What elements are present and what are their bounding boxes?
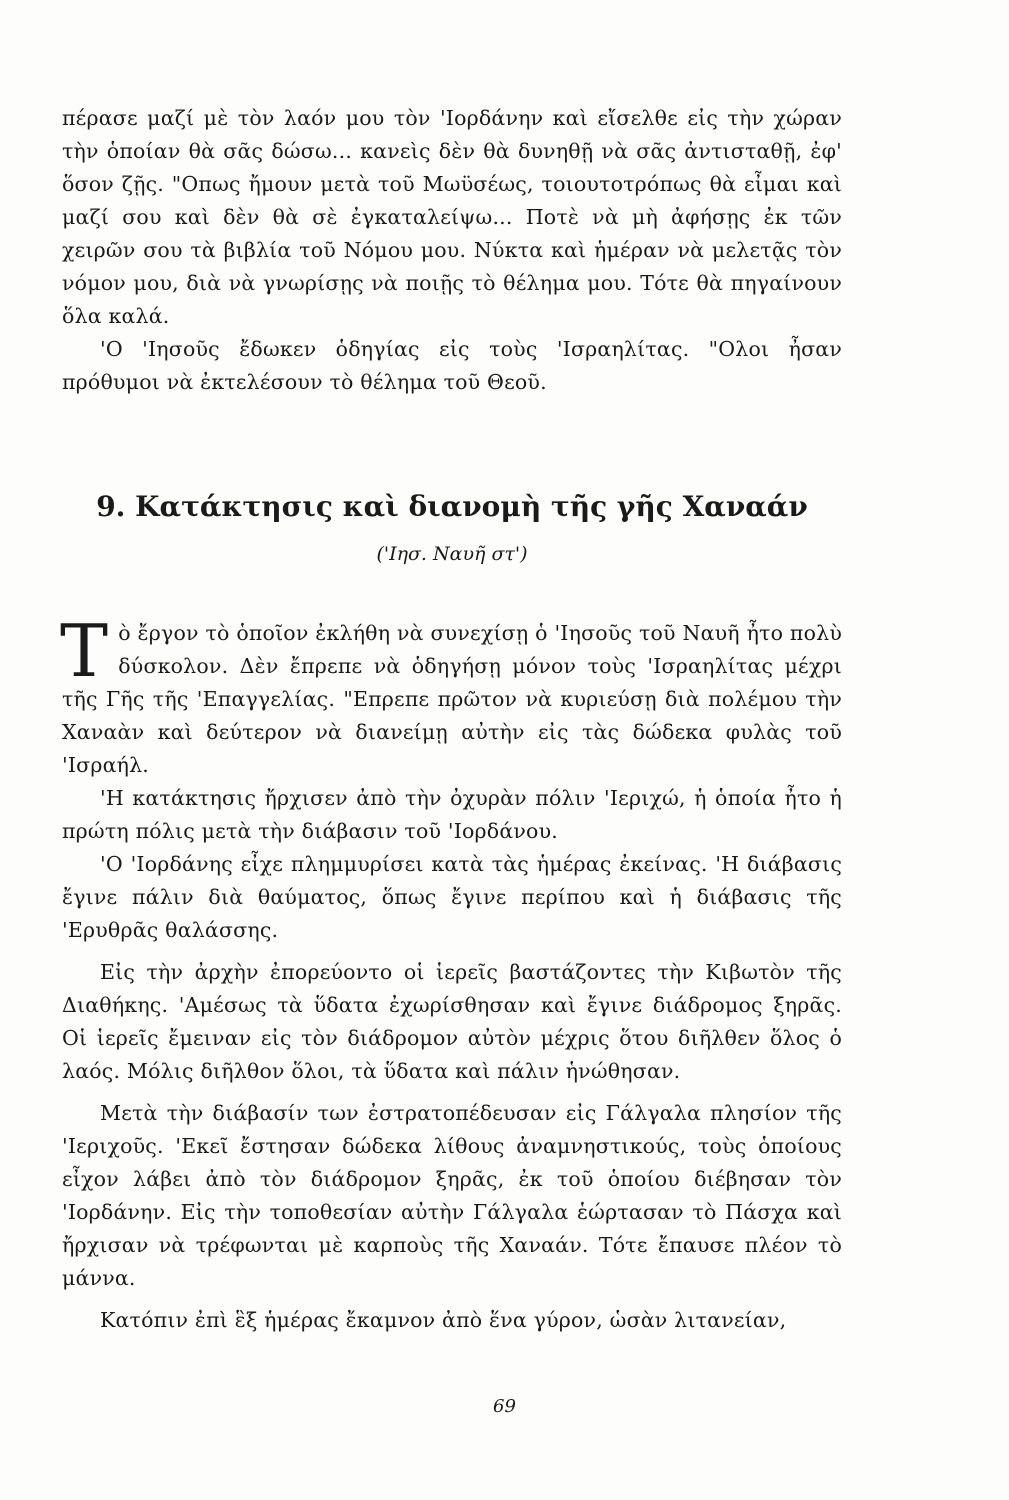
section-reference: ('Ιησ. Ναυῆ στ') <box>376 543 528 565</box>
paragraph: 'Ο 'Ιορδάνης εἶχε πλημμυρίσει κατὰ τὰς ἡμέρας ἐκείνας. 'Η διάβασις ἔγινε πάλιν διὰ θαύματος, ὅπως ἔγινε περίπου καὶ ἡ διάβασις τῆς 'Ερυθρᾶς θαλάσσης. <box>62 852 842 942</box>
paragraph: 'Ο 'Ιησοῦς ἔδωκεν ὁδηγίας εἰς τοὺς 'Ισραηλίτας. "Ολοι ἦσαν πρόθυμοι νὰ ἐκτελέσουν τὸ θέλημα τοῦ Θεοῦ. <box>62 337 842 394</box>
paragraph: πέρασε μαζί μὲ τὸν λαόν μου τὸν 'Ιορδάνην καὶ εἴσελθε εἰς τὴν χώραν τὴν ὁποίαν θὰ σᾶς δώσω... κανεὶς δὲν θὰ δυνηθῇ νὰ σᾶς ἀντισταθῇ, ἐφ' ὅσον ζῇς. "Οπως ἤμουν μετὰ τοῦ Μωϋσέως, τοιουτοτρόπως θὰ εἶμαι καὶ μαζί σου καὶ δὲν θὰ σὲ ἐγκαταλείψω... Ποτὲ νὰ μὴ ἀφήσῃς ἐκ τῶν χειρῶν σου τὰ βιβλία τοῦ Νόμου μου. Νύκτα καὶ ἡμέραν νὰ μελετᾷς τὸν νόμον μου, διὰ νὰ γνωρίσῃς νὰ ποιῇς τὸ θέλημα μου. Τότε θὰ πηγαίνουν ὅλα καλά. <box>62 106 842 328</box>
continued-text <box>62 102 842 399</box>
section-heading: 9. Κατάκτησις καὶ διανομὴ τῆς γῆς Χαναάν <box>96 490 808 523</box>
opening-paragraph-text: ὸ ἔργον τὸ ὁποῖον ἐκλήθη νὰ συνεχίσῃ ὁ 'Ιησοῦς τοῦ Ναυῆ ἦτο πολὺ δύσκολον. Δὲν ἔπρεπε νὰ ὁδηγήσῃ μόνον τοὺς 'Ισραηλίτας μέχρι τῆς Γῆς τῆς 'Επαγγελίας. "Επρεπε πρῶτον νὰ κυριεύσῃ διὰ πολέμου τὴν Χαναὰν καὶ δεύτερον νὰ διανείμῃ αὐτὴν εἰς τὰς δώδεκα φυλὰς τοῦ 'Ισραήλ. <box>62 621 842 777</box>
paragraph: Μετὰ τὴν διάβασίν των ἐστρατοπέδευσαν εἰς Γάλγαλα πλησίον τῆς 'Ιεριχοῦς. 'Εκεῖ ἔστησαν δώδεκα λίθους ἀναμνηστικούς, τοὺς ὁποίους εἶχον λάβει ἀπὸ τὸν διάδρομον ξηρᾶς, ἐκ τοῦ ὁποίου διέβησαν τὸν 'Ιορδάνην. Εἰς τὴν τοποθεσίαν αὐτὴν Γάλγαλα ἑώρτασαν τὸ Πάσχα καὶ ἤρχισαν νὰ τρέφωνται μὲ καρποὺς τῆς Χαναάν. Τότε ἔπαυσε πλέον τὸ μάννα. <box>62 1101 842 1290</box>
opening-paragraph <box>60 609 842 782</box>
paragraph: 'Η κατάκτησις ἤρχισεν ἀπὸ τὴν ὀχυρὰν πόλιν 'Ιεριχώ, ἡ ὁποία ἦτο ἡ πρώτη πόλις μετὰ τὴν διάβασιν τοῦ 'Ιορδάνου. <box>62 786 842 843</box>
paragraph: Κατόπιν ἐπὶ ἓξ ἡμέρας ἔκαμνον ἀπὸ ἕνα γύρον, ὡσὰν λιτανείαν, <box>100 1308 787 1332</box>
paragraph: Εἰς τὴν ἀρχὴν ἐπορεύοντο οἱ ἱερεῖς βαστάζοντες τὴν Κιβωτὸν τῆς Διαθήκης. 'Αμέσως τὰ ὕδατα ἐχωρίσθησαν καὶ ἔγινε διάδρομος ξηρᾶς. Οἱ ἱερεῖς ἔμειναν εἰς τὸν διάδρομον αὐτὸν μέχρις ὅτου διῆλθεν ὅλος ὁ λαός. Μόλις διῆλθον ὅλοι, τὰ ὕδατα καὶ πάλιν ἡνώθησαν. <box>62 960 842 1083</box>
section-body <box>60 609 842 1337</box>
drop-cap: Τ <box>60 609 109 693</box>
page-number: 69 <box>493 1396 516 1417</box>
